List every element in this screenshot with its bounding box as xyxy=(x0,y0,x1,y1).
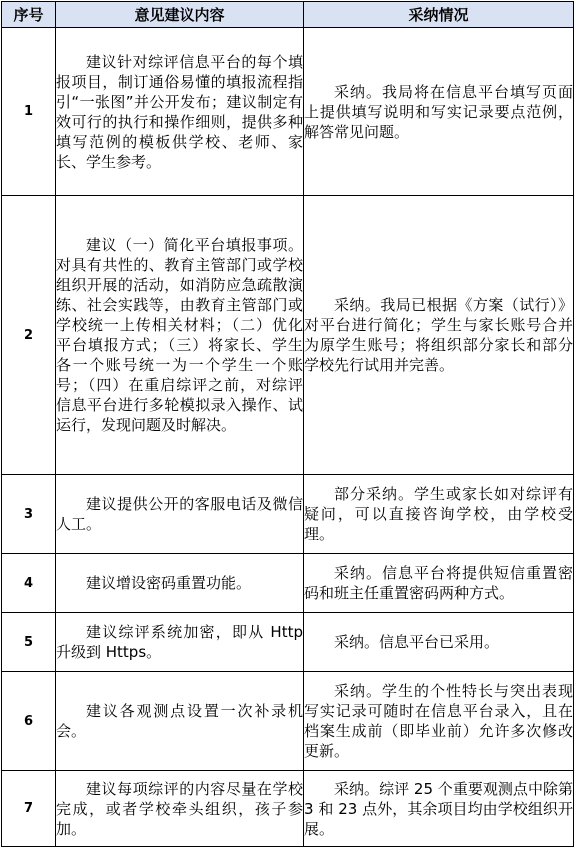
adoption-text: 采纳。学生的个性特长与突出表现写实记录可随时在信息平台录入，且在档案生成前（即毕业前）允许多次修改更新。 xyxy=(304,682,573,760)
row-index: 1 xyxy=(2,28,56,196)
adoption-cell xyxy=(304,475,574,554)
adoption-cell xyxy=(304,771,574,847)
adoption-text: 采纳。我局已根据《方案（试行）》对平台进行简化；学生与家长账号合并为原学生账号；将组织部分家长和部分学校先行试用并完善。 xyxy=(304,296,573,374)
adoption-cell xyxy=(304,672,574,771)
suggestion-text: 建议（一）简化平台填报事项。对具有共性的、教育主管部门或学校组织开展的活动，如消防应急疏散演练、社会实践等，由教育主管部门或学校统一上传相关材料；（二）优化平台填报方式；（三）将家长、学生各一个账号统一为一个学生一个账号；（四）在重启综评之前，对综评信息平台进行多轮模拟录入操作、试运行，发现问题及时解决。 xyxy=(56,236,303,434)
header-adoption: 采纳情况 xyxy=(304,2,574,28)
suggestion-cell xyxy=(56,28,304,196)
suggestion-text: 建议增设密码重置功能。 xyxy=(86,574,252,592)
suggestion-cell xyxy=(56,196,304,475)
adoption-cell xyxy=(304,613,574,672)
header-suggestion: 意见建议内容 xyxy=(56,2,304,28)
table-row xyxy=(2,475,574,554)
table-body xyxy=(2,28,574,847)
table-row xyxy=(2,613,574,672)
suggestion-text: 建议针对综评信息平台的每个填报项目，制订通俗易懂的填报流程指引“一张图”并公开发布；建议制定有效可行的执行和操作细则，提供多种填写范例的模板供学校、老师、家长、学生参考。 xyxy=(56,52,303,171)
header-index: 序号 xyxy=(2,2,56,28)
suggestion-text: 建议每项综评的内容尽量在学校完成，或者学校牵头组织，孩子参加。 xyxy=(56,779,303,838)
suggestion-cell xyxy=(56,672,304,771)
table-row xyxy=(2,196,574,475)
suggestion-cell xyxy=(56,475,304,554)
suggestion-adoption-table xyxy=(1,1,574,847)
row-index: 2 xyxy=(2,196,56,475)
adoption-text: 部分采纳。学生或家长如对综评有疑问，可以直接咨询学校，由学校受理。 xyxy=(304,485,573,543)
adoption-text: 采纳。综评 25 个重要观测点中除第 3 和 23 点外，其余项目均由学校组织开展。 xyxy=(304,779,573,838)
adoption-cell xyxy=(304,28,574,196)
suggestion-text: 建议各观测点设置一次补录机会。 xyxy=(56,702,303,740)
table-row xyxy=(2,771,574,847)
row-index: 3 xyxy=(2,475,56,554)
suggestion-cell xyxy=(56,554,304,613)
table-header xyxy=(2,2,574,28)
row-index: 4 xyxy=(2,554,56,613)
header-row xyxy=(2,2,574,28)
adoption-text: 采纳。信息平台已采用。 xyxy=(334,633,500,651)
suggestion-text: 建议提供公开的客服电话及微信人工。 xyxy=(56,495,303,533)
table-row xyxy=(2,554,574,613)
adoption-cell xyxy=(304,554,574,613)
suggestion-cell xyxy=(56,771,304,847)
adoption-text: 采纳。信息平台将提供短信重置密码和班主任重置密码两种方式。 xyxy=(304,564,573,602)
row-index: 7 xyxy=(2,771,56,847)
table-row xyxy=(2,672,574,771)
row-index: 6 xyxy=(2,672,56,771)
suggestion-cell xyxy=(56,613,304,672)
row-index: 5 xyxy=(2,613,56,672)
table-row xyxy=(2,28,574,196)
adoption-text: 采纳。我局将在信息平台填写页面上提供填写说明和写实记录要点范例，解答常见问题。 xyxy=(304,82,573,141)
adoption-cell xyxy=(304,196,574,475)
suggestion-text: 建议综评系统加密，即从 Http 升级到 Https。 xyxy=(56,623,303,661)
